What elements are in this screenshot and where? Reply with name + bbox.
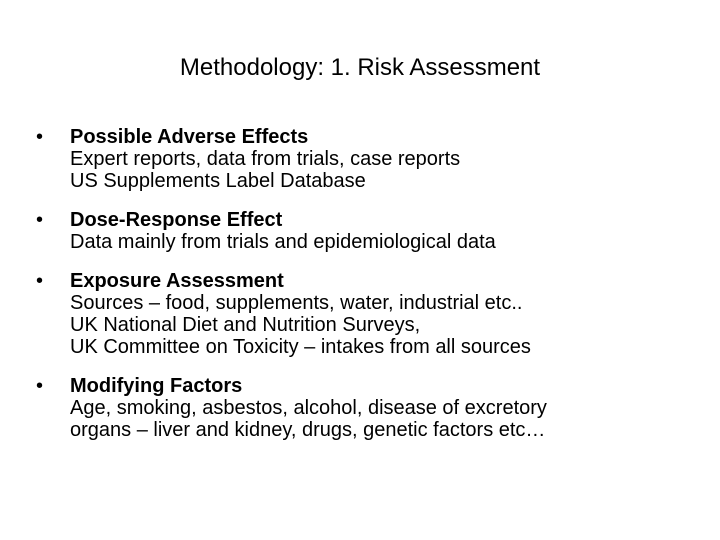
bullet-heading: Possible Adverse Effects — [70, 126, 309, 148]
bullet-item-exposure-assessment — [36, 270, 706, 358]
bullet-list — [36, 126, 706, 458]
slide-title: Methodology: 1. Risk Assessment — [179, 54, 541, 81]
bullet-line: Data mainly from trials and epidemiological data — [70, 231, 496, 253]
bullet-heading: Modifying Factors — [70, 375, 243, 397]
bullet-marker: • — [36, 209, 44, 231]
bullet-item-modifying-factors — [36, 375, 706, 441]
bullet-line: Age, smoking, asbestos, alcohol, disease of excretory — [70, 397, 547, 419]
bullet-line: organs – liver and kidney, drugs, genetic factors etc… — [70, 419, 546, 441]
bullet-heading: Dose-Response Effect — [70, 209, 283, 231]
bullet-line: US Supplements Label Database — [70, 170, 366, 192]
bullet-line: Sources – food, supplements, water, industrial etc.. — [70, 292, 523, 314]
bullet-line: UK Committee on Toxicity – intakes from all sources — [70, 336, 531, 358]
bullet-marker: • — [36, 126, 44, 148]
bullet-marker: • — [36, 375, 44, 397]
bullet-line: Expert reports, data from trials, case reports — [70, 148, 461, 170]
bullet-line: UK National Diet and Nutrition Surveys, — [70, 314, 421, 336]
bullet-item-adverse-effects — [36, 126, 706, 192]
bullet-marker: • — [36, 270, 44, 292]
bullet-heading: Exposure Assessment — [70, 270, 284, 292]
bullet-item-dose-response — [36, 209, 706, 253]
